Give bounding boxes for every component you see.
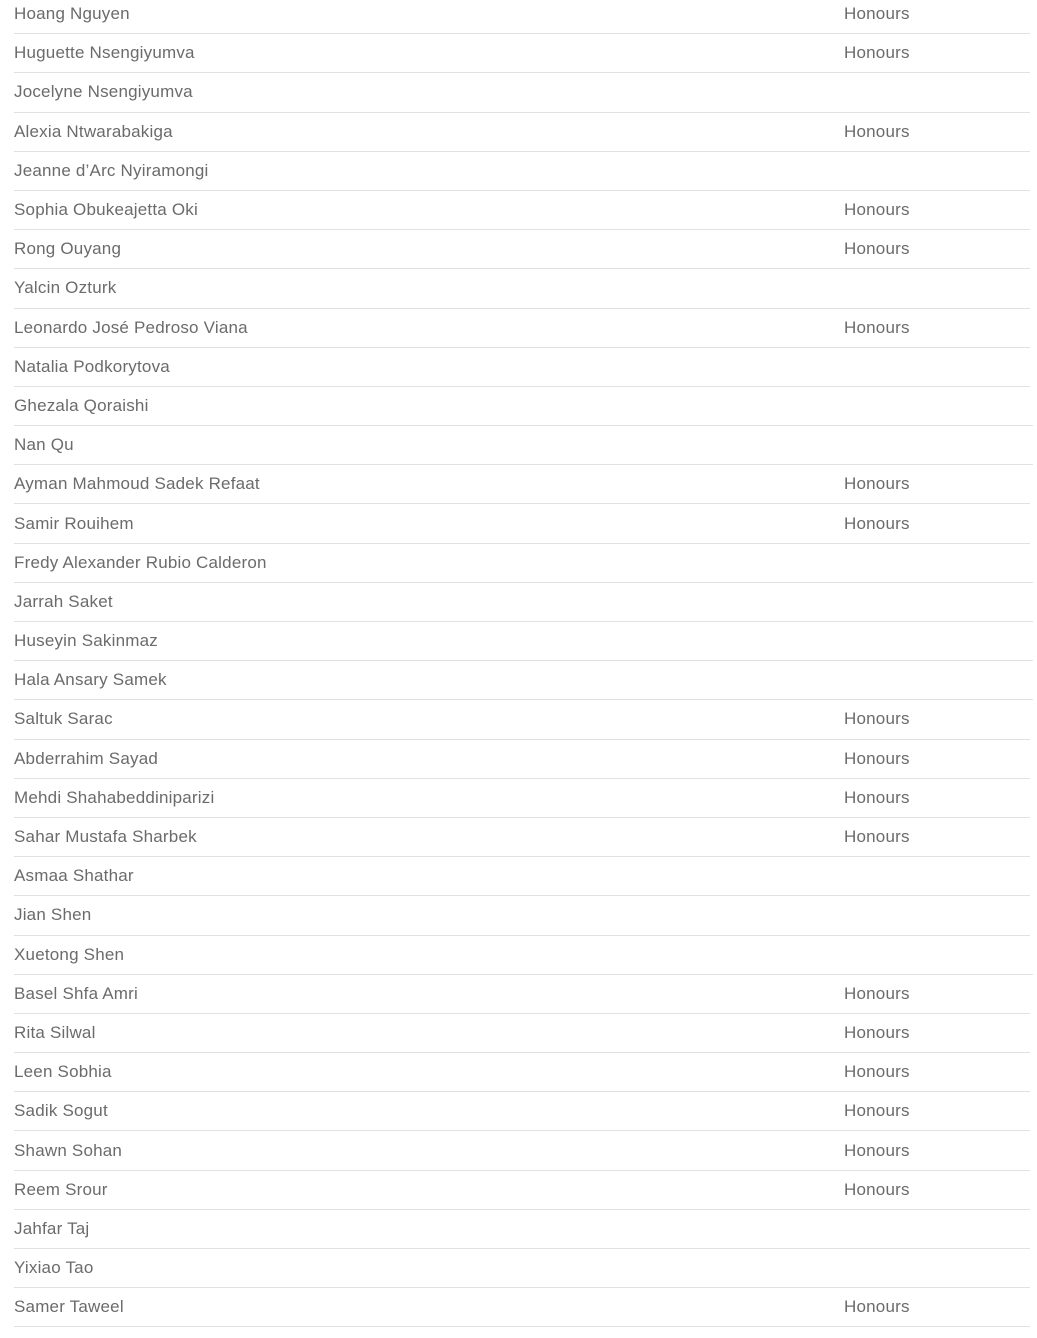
graduate-name: Huseyin Sakinmaz (14, 631, 158, 651)
graduate-name: Leen Sobhia (14, 1062, 112, 1082)
list-item (14, 583, 1033, 622)
honours-label: Honours (844, 513, 910, 533)
list-item (14, 34, 1030, 73)
graduates-list (14, 0, 1030, 1327)
list-item (14, 1092, 1030, 1131)
honours-label: Honours (844, 748, 910, 768)
graduate-name: Rong Ouyang (14, 239, 122, 259)
list-item (14, 113, 1030, 152)
list-item (14, 269, 1030, 308)
list-item (14, 779, 1030, 818)
list-item (14, 700, 1030, 739)
honours-label: Honours (844, 1140, 910, 1160)
list-item (14, 740, 1030, 779)
list-item (14, 661, 1033, 700)
graduate-name: Xuetong Shen (14, 944, 125, 964)
list-item (14, 1171, 1030, 1210)
list-item (14, 544, 1033, 583)
list-item (14, 1210, 1030, 1249)
list-item (14, 975, 1030, 1014)
graduate-name: Saltuk Sarac (14, 709, 113, 729)
list-item (14, 465, 1030, 504)
list-item (14, 504, 1030, 543)
honours-label: Honours (844, 1062, 910, 1082)
honours-label: Honours (844, 709, 910, 729)
graduate-name: Natalia Podkorytova (14, 356, 170, 376)
honours-label: Honours (844, 983, 910, 1003)
graduate-name: Hoang Nguyen (14, 4, 130, 24)
graduate-name: Jian Shen (14, 905, 92, 925)
graduate-name: Yixiao Tao (14, 1258, 94, 1278)
list-item (14, 191, 1030, 230)
list-item (14, 230, 1030, 269)
graduate-name: Jocelyne Nsengiyumva (14, 82, 193, 102)
graduate-name: Asmaa Shathar (14, 866, 134, 886)
honours-label: Honours (844, 121, 910, 141)
graduate-name: Mehdi Shahabeddiniparizi (14, 787, 215, 807)
honours-label: Honours (844, 43, 910, 63)
list-item (14, 1053, 1030, 1092)
list-item (14, 622, 1033, 661)
graduate-name: Samir Rouihem (14, 513, 134, 533)
graduate-name: Ayman Mahmoud Sadek Refaat (14, 474, 260, 494)
graduate-name: Yalcin Ozturk (14, 278, 117, 298)
graduate-name: Alexia Ntwarabakiga (14, 121, 173, 141)
graduate-name: Shawn Sohan (14, 1140, 123, 1160)
list-item (14, 0, 1030, 34)
list-item (14, 152, 1030, 191)
graduate-name: Abderrahim Sayad (14, 748, 158, 768)
graduate-name: Nan Qu (14, 435, 74, 455)
graduate-name: Rita Silwal (14, 1022, 96, 1042)
list-item (14, 936, 1033, 975)
honours-label: Honours (844, 317, 910, 337)
graduate-name: Sadik Sogut (14, 1101, 108, 1121)
honours-label: Honours (844, 239, 910, 259)
graduate-name: Leonardo José Pedroso Viana (14, 317, 248, 337)
graduate-name: Hala Ansary Samek (14, 670, 167, 690)
graduate-name: Basel Shfa Amri (14, 983, 138, 1003)
list-item (14, 896, 1030, 935)
honours-label: Honours (844, 1297, 910, 1317)
graduate-name: Sophia Obukeajetta Oki (14, 200, 198, 220)
list-item (14, 1131, 1030, 1170)
list-item (14, 73, 1030, 112)
list-item (14, 309, 1030, 348)
honours-label: Honours (844, 787, 910, 807)
graduate-name: Sahar Mustafa Sharbek (14, 827, 197, 847)
graduate-name: Fredy Alexander Rubio Calderon (14, 552, 267, 572)
honours-label: Honours (844, 4, 910, 24)
graduate-name: Jeanne d’Arc Nyiramongi (14, 160, 209, 180)
list-item (14, 1249, 1030, 1288)
list-item (14, 1288, 1030, 1327)
list-item (14, 857, 1030, 896)
honours-label: Honours (844, 827, 910, 847)
graduate-name: Ghezala Qoraishi (14, 395, 149, 415)
graduate-name: Jarrah Saket (14, 591, 113, 611)
list-item (14, 1014, 1030, 1053)
honours-label: Honours (844, 474, 910, 494)
honours-label: Honours (844, 1022, 910, 1042)
graduate-name: Reem Srour (14, 1179, 108, 1199)
list-item (14, 426, 1033, 465)
graduate-name: Samer Taweel (14, 1297, 124, 1317)
graduate-name: Jahfar Taj (14, 1218, 90, 1238)
list-item (14, 818, 1030, 857)
honours-label: Honours (844, 1179, 910, 1199)
list-item (14, 348, 1030, 387)
graduate-name: Huguette Nsengiyumva (14, 43, 195, 63)
honours-label: Honours (844, 1101, 910, 1121)
honours-label: Honours (844, 200, 910, 220)
list-item (14, 387, 1033, 426)
